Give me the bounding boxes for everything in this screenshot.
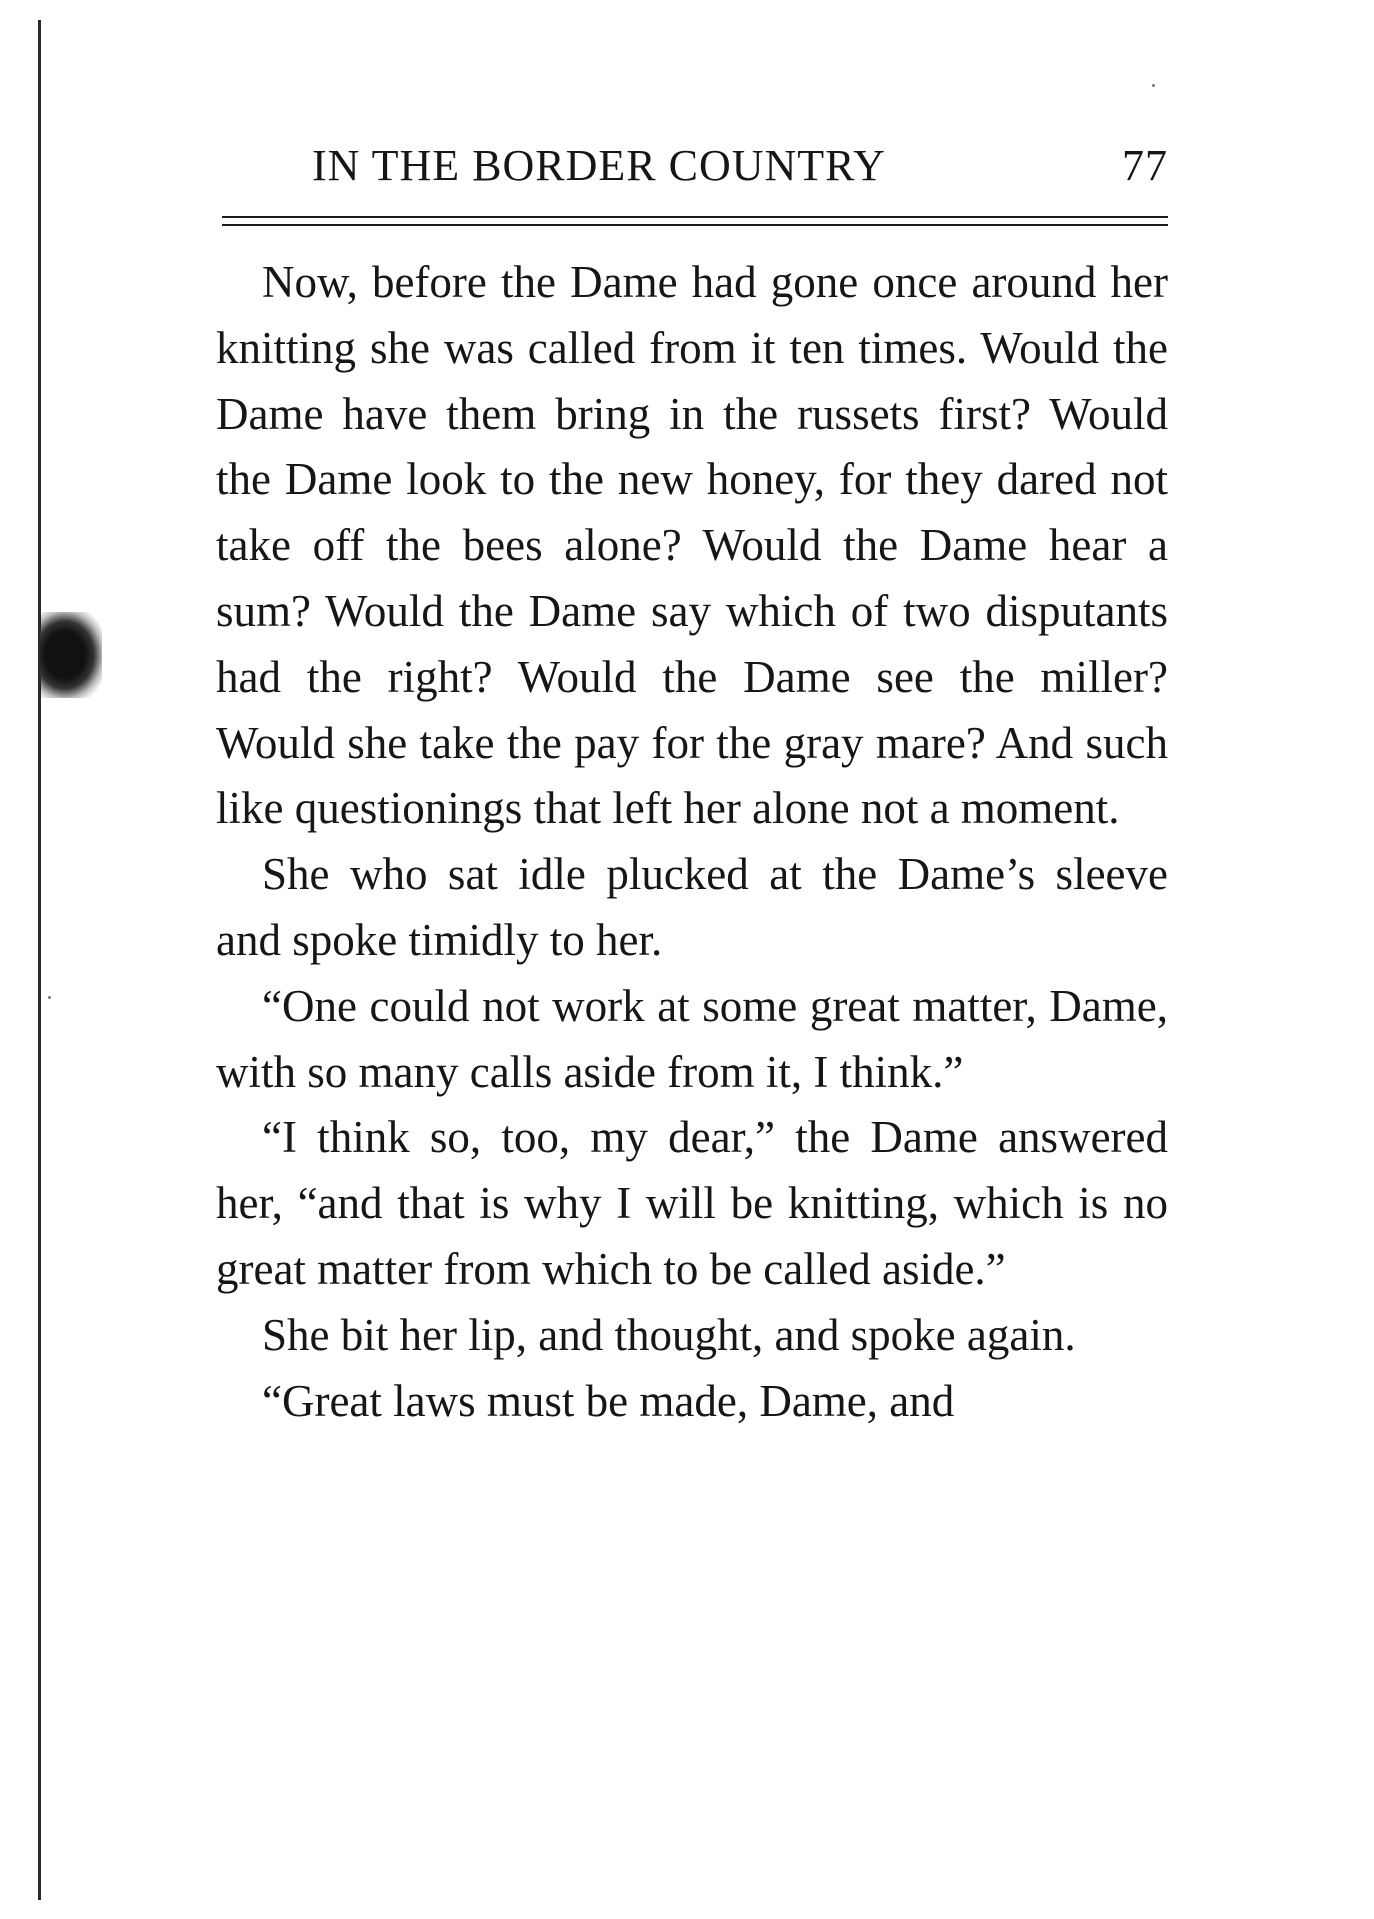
header-rule-top [222,216,1168,218]
binding-ink-blot [40,612,102,698]
paragraph: “I think so, too, my dear,” the Dame answered her, “and that is why I will be knitting, which is no great matter from which to be called aside.” [216,1112,1168,1294]
running-header [312,136,1168,196]
page-speck [48,996,51,999]
page-speck [1152,84,1155,87]
body-text [216,250,1168,1434]
binding-edge-line [38,20,41,1900]
paragraph: “One could not work at some great matter, Dame, with so many calls aside from it, I think.” [216,980,1168,1097]
paragraph: “Great laws must be made, Dame, and [262,1375,955,1426]
page-number: 77 [1122,141,1168,190]
running-title: IN THE BORDER COUNTRY [312,141,886,190]
paragraph: She who sat idle plucked at the Dame’s sleeve and spoke timidly to her. [216,849,1168,965]
paragraph: Now, before the Dame had gone once around her knitting she was called from it ten times. Would the Dame have them bring in the russets first? Would the Dame look to the new honey, for they dared not take off the bees alone? Would the Dame hear a sum? Would the Dame say which of two disputants had the right? Would the Dame see the miller? Would she take the pay for the gray mare? And such like questionings that left her alone not a moment. [216,257,1168,834]
paragraph: She bit her lip, and thought, and spoke again. [262,1309,1076,1360]
header-rule-bottom [222,224,1168,226]
